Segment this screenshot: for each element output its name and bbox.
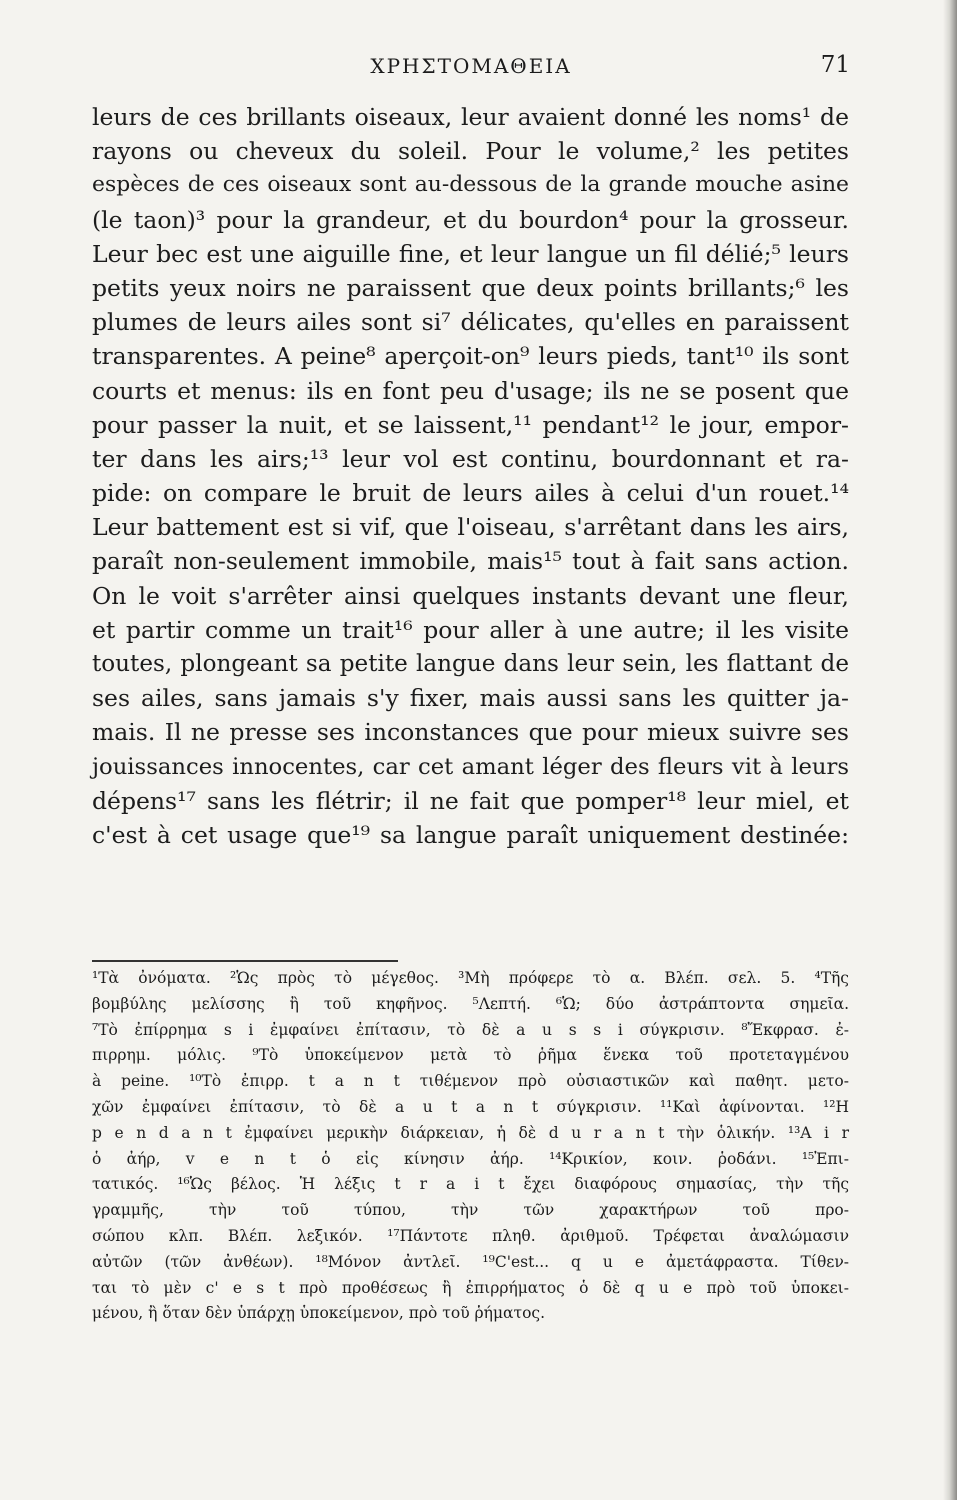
text-line: pour passer la nuit, et se laissent,¹¹ pendant¹² le jour, empor- [92, 410, 849, 439]
footnote-line: ¹Τὰ ὀνόματα. ²Ὡς πρὸς τὸ μέγεθος. ³Μὴ πρόφερε τὸ α. Βλέπ. σελ. 5. ⁴Τῆς [92, 969, 849, 987]
footnote-line: à peine. ¹⁰Τὸ ἐπιρρ. t a n t τιθέμενον πρὸ οὐσιαστικῶν καὶ παθητ. μετο- [92, 1072, 849, 1091]
footnote-line: μένου, ἢ ὅταν δὲν ὑπάρχῃ ὑποκείμενον, πρὸ τοῦ ῥήματος. [92, 1304, 546, 1323]
footnote-line: p e n d a n t ἐμφαίνει μερικὴν διάρκειαν, ἡ δὲ d u r a n t τὴν ὁλικήν. ¹³A i r [92, 1123, 849, 1142]
text-line: et partir comme un trait¹⁶ pour aller à une autre; il les visite [92, 615, 849, 644]
text-line: ses ailes, sans jamais s'y fixer, mais aussi sans les quitter ja- [92, 684, 849, 713]
text-line: plumes de leurs ailes sont si⁷ délicates, qu'elles en paraissent [92, 308, 849, 337]
text-line: pide: on compare le bruit de leurs ailes à celui d'un rouet.¹⁴ [92, 479, 849, 508]
text-line: Leur battement est si vif, que l'oiseau, s'arrêtant dans les airs, [92, 513, 849, 542]
page-number: 71 [820, 52, 850, 78]
text-line: (le taon)³ pour la grandeur, et du bourdon⁴ pour la grosseur. [92, 205, 849, 234]
text-line: Leur bec est une aiguille fine, et leur langue un fil délié;⁵ leurs [92, 239, 849, 268]
footnote-line: αὐτῶν (τῶν ἀνθέων). ¹⁸Μόνον ἀντλεῖ. ¹⁹C'est... q u e ἀμετάφραστα. Τίθεν- [92, 1252, 849, 1271]
footnote-line: βομβύλης μελίσσης ἢ τοῦ κηφῆνος. ⁵Λεπτή. ⁶Ὡ; δύο ἀστράπτοντα σημεῖα. [92, 994, 849, 1013]
footnote-divider [92, 960, 398, 962]
text-line: c'est à cet usage que¹⁹ sa langue paraît uniquement destinée: [92, 820, 849, 849]
text-line: ter dans les airs;¹³ leur vol est continu, bourdonnant et ra- [92, 444, 849, 473]
text-line: rayons ou cheveux du soleil. Pour le volume,² les petites [92, 137, 849, 166]
page-header [92, 52, 850, 86]
main-text [92, 100, 849, 852]
text-line: toutes, plongeant sa petite langue dans leur sein, les flattant de [92, 651, 849, 677]
footnote-line: σώπου κλπ. Βλέπ. λεξικόν. ¹⁷Πάντοτε πληθ. ἀριθμοῦ. Τρέφεται ἀναλώμασιν [92, 1226, 849, 1245]
text-line: mais. Il ne presse ses inconstances que pour mieux suivre ses [92, 718, 849, 747]
text-line: paraît non-seulement immobile, mais¹⁵ tout à fait sans action. [92, 547, 849, 576]
footnote-line: ται τὸ μὲν c' e s t πρὸ προθέσεως ἢ ἐπιρρήματος ὁ δὲ q u e πρὸ τοῦ ὑποκει- [92, 1278, 849, 1297]
text-line: dépens¹⁷ sans les flétrir; il ne fait que pomper¹⁸ leur miel, et [92, 786, 849, 815]
footnote-line: χῶν ἐμφαίνει ἐπίτασιν, τὸ δὲ a u t a n t σύγκρισιν. ¹¹Καὶ ἀφίνονται. ¹²Η [92, 1097, 849, 1116]
text-line: espèces de ces oiseaux sont au-dessous de la grande mouche asine [92, 172, 849, 198]
footnote-line: ⁷Τὸ ἐπίρρημα s i ἐμφαίνει ἐπίτασιν, τὸ δὲ a u s s i σύγκρισιν. ⁸Ἔκφρασ. ἐ- [92, 1020, 849, 1039]
text-line: petits yeux noirs ne paraissent que deux points brillants;⁶ les [92, 273, 849, 302]
text-line: On le voit s'arrêter ainsi quelques instants devant une fleur, [92, 581, 849, 610]
text-line: transparentes. A peine⁸ aperçoit-on⁹ leurs pieds, tant¹⁰ ils sont [92, 342, 849, 371]
footnote-line: ὁ ἀήρ, v e n t ὁ εἰς κίνησιν ἀήρ. ¹⁴Κρικίον, κοιν. ῥοδάνι. ¹⁵Ἐπι- [92, 1149, 849, 1168]
page-edge-shadow [943, 0, 957, 1500]
footnote-line: τατικός. ¹⁶Ὡς βέλος. Ἡ λέξις t r a i t ἔχει διαφόρους σημασίας, τὴν τῆς [92, 1175, 849, 1194]
footnotes [92, 966, 849, 1327]
text-line: jouissances innocentes, car cet amant léger des fleurs vit à leurs [92, 753, 849, 780]
footnote-line: γραμμῆς, τὴν τοῦ τύπου, τὴν τῶν χαρακτήρων τοῦ προ- [92, 1201, 849, 1220]
text-line: leurs de ces brillants oiseaux, leur avaient donné les noms¹ de [92, 103, 849, 131]
text-line: courts et menus: ils en font peu d'usage; ils ne se posent que [92, 376, 849, 405]
footnote-line: πιρρημ. μόλις. ⁹Τὸ ὑποκείμενον μετὰ τὸ ῥῆμα ἕνεκα τοῦ προτεταγμένου [92, 1046, 849, 1065]
running-title: ΧΡΗΣΤΟΜΑΘΕΙΑ [370, 54, 572, 78]
